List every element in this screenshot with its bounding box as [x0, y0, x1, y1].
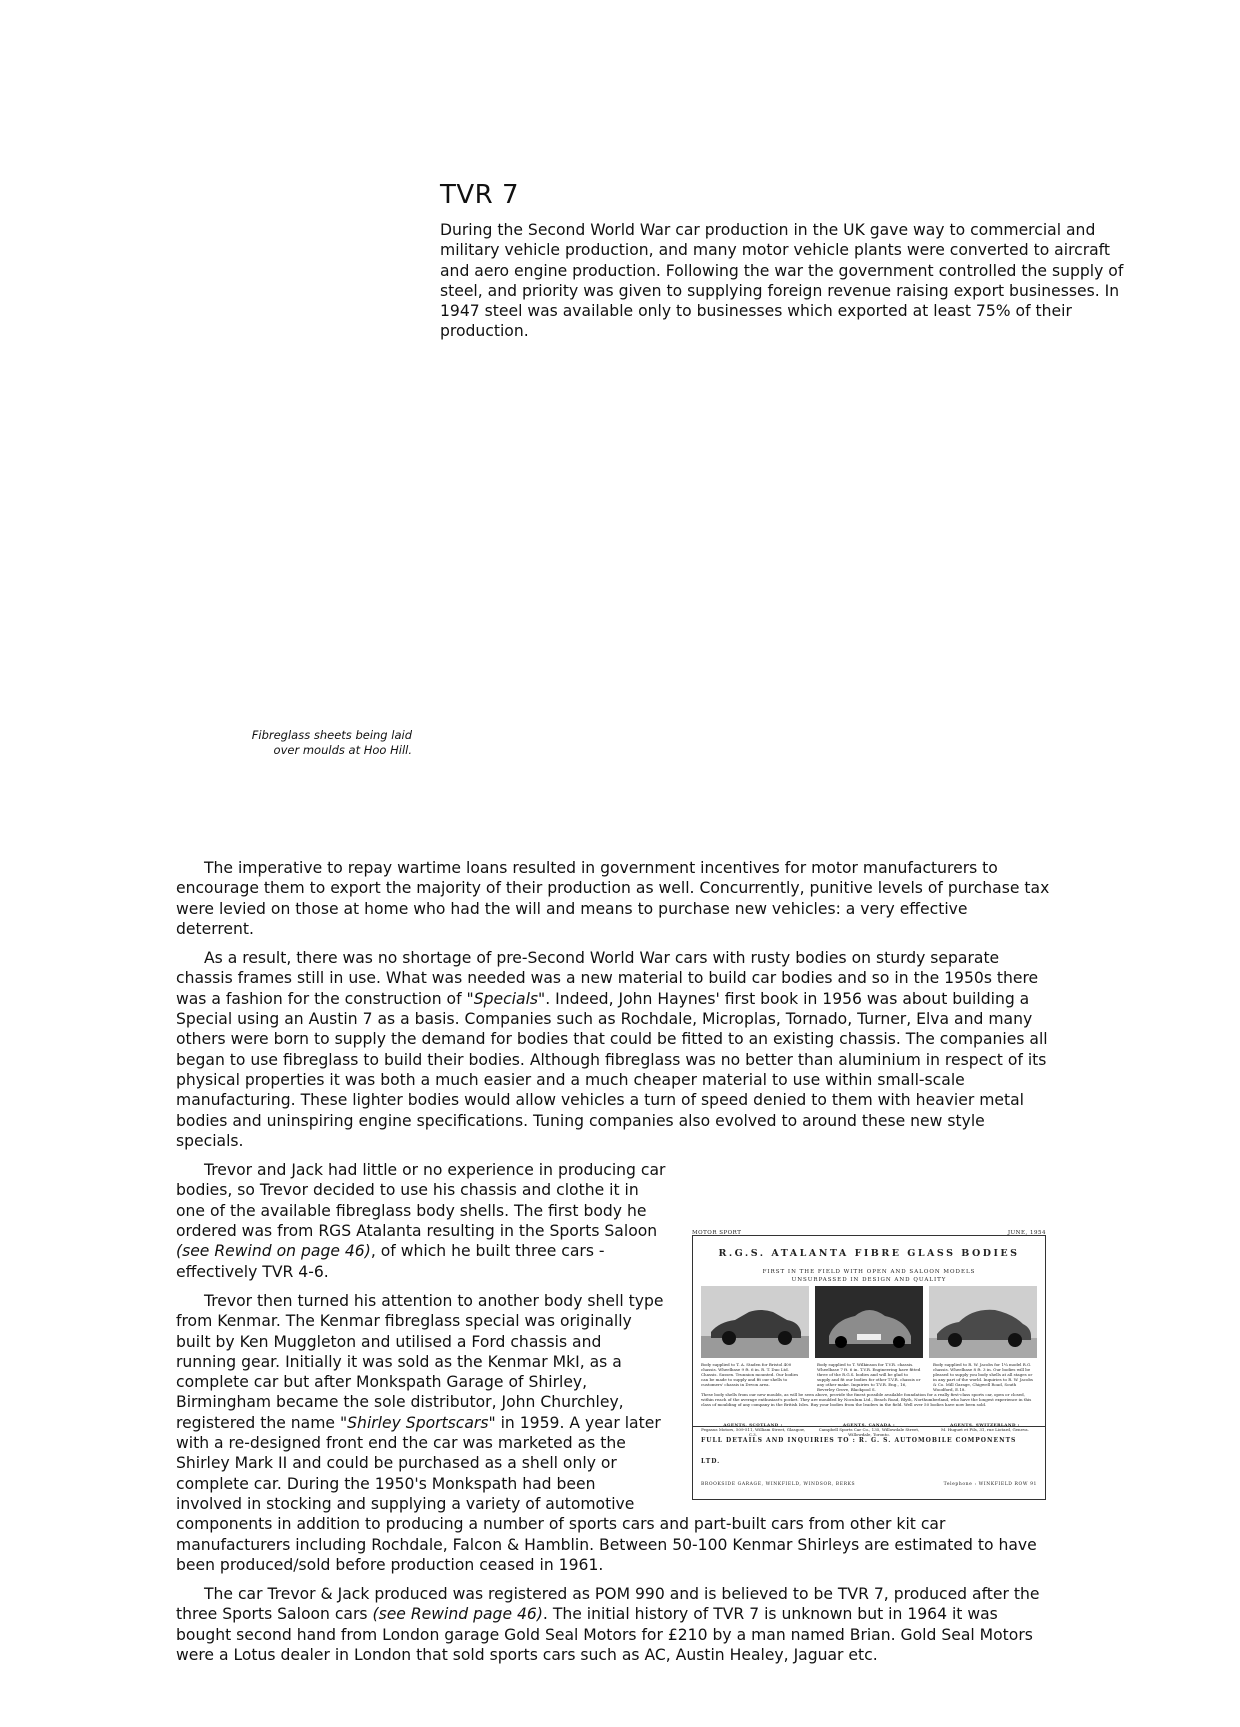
advert-frame — [692, 1235, 1046, 1500]
advert-address: BROOKSIDE GARAGE, WINKFIELD, WINDSOR, BERKS — [701, 1481, 856, 1487]
advert-photos — [701, 1286, 1037, 1358]
paragraph-2-text: As a result, there was no shortage of pre-Second World War cars with rusty bodies on sturdy separate chassis frames still in use. What was needed was a new material to build car bodies and so in the 1950s there was a fashion for the construction of — [176, 949, 1039, 1008]
advert-subtitle — [693, 1268, 1045, 1284]
paragraph-5-text: The car Trevor & Jack produced was registered as POM 990 and is believed to be TVR 7, produced after the three Sports Saloon cars — [176, 1585, 1040, 1624]
paragraph-3-emphasis: (see Rewind on page 46) — [176, 1242, 371, 1261]
paragraph-5-emphasis: (see Rewind page 46) — [372, 1605, 543, 1624]
advert-footer-line-1: FULL DETAILS AND INQUIRIES TO : R. G. S. AUTOMOBILE COMPONENTS LTD. — [701, 1437, 1017, 1465]
paragraph-5 — [176, 1584, 1050, 1665]
paragraph-3-text-end: , of which he built three cars - effectively TVR 4-6. — [176, 1242, 605, 1281]
advert-container — [682, 1223, 1050, 1500]
advert-caption-1: Body supplied to T. A. Staden for Bristol 400 chassis. Wheelbase 9 ft. 6 in. R. T. Duo Ltd. Chassis. Sussex. Trunnion mounted. Our bodies can be made to supply and fit our shells to customers' chassis in Devon area. — [701, 1362, 799, 1388]
agent-canada-heading: AGENTS, CANADA : — [842, 1422, 896, 1428]
paragraph-4-text-end: in 1959. A year later with a re-designed front end the car was marketed as the Shirley Mark II and could be purchased as a shell only or complete car. During the 1950's Monkspath had been involved in stocking and supplying a variety of automotive components in addition to producing a number of sports cars and part-built cars from other kit car manufacturers including Rochdale, Falcon & Hamblin. Between 50-100 Kenmar Shirleys are estimated to have been produced/sold before production ceased in 1961. — [176, 1413, 1037, 1574]
agent-switzerland-address: M. Huguet et Fils, 31, rue Liotard, Geneva. — [941, 1427, 1029, 1433]
advert-caption-2: Body supplied to T. Wilkinson for T.V.R. chassis. Wheelbase 7 ft. 6 in. T.V.R. Engineering have fitted three of the R.G.S. bodies and will be glad to supply and fit our bodies for other T.V.R. chassis or any other make. Inquiries to T.V.R. Eng., 16, Beverley Grove, Blackpool S. — [817, 1362, 921, 1393]
photo-caption — [160, 728, 412, 758]
car-photo-saloon-side — [929, 1286, 1037, 1358]
car-silhouette-icon — [815, 1286, 923, 1358]
advert-subtitle-line-2: UNSURPASSED IN DESIGN AND QUALITY — [791, 1277, 947, 1284]
caption-line-2: over moulds at Hoo Hill. — [273, 743, 412, 757]
car-silhouette-icon — [929, 1286, 1037, 1358]
paragraph-4-emphasis: "Shirley Sportscars" — [339, 1413, 496, 1432]
agent-switzerland-heading: AGENTS, SWITZERLAND : — [950, 1422, 1020, 1428]
advert-telephone: Telephone : WINKFIELD ROW 91 — [943, 1481, 1037, 1487]
advert-body-text: These body shells from our new moulds, as will be seen above, provide the finest possible available foundation for a really first-class sports car, open or closed, within reach of the average enthusiast's pocket. They are moulded by Noculum Ltd., Beach Road, Blyth, Northumberland, who have the longest experience in this class of moulding of any company in the British Isles. Buy your bodies from the leaders in the field. Well over 50 bodies have now been sold. — [701, 1392, 1032, 1408]
intro-paragraph: During the Second World War car production in the UK gave way to commercial and military vehicle production, and many motor vehicle plants were converted to aircraft and aero engine production. Following the war the government controlled the supply of steel, and priority was given to supplying foreign revenue raising export businesses. In 1947 steel was available only to businesses which exported at least 75% of their production. — [440, 221, 1124, 341]
paragraph-2 — [176, 948, 1050, 1151]
paragraph-2-emphasis: "Specials" — [466, 989, 546, 1008]
caption-line-1: Fibreglass sheets being laid — [251, 728, 412, 742]
paragraph-5-text-end: . The initial history of TVR 7 is unknown but in 1964 it was bought second hand from London garage Gold Seal Motors for £210 by a man named Brian. Gold Seal Motors were a Lotus dealer in London that sold sports cars such as AC, Austin Healey, Jaguar etc. — [176, 1605, 1033, 1664]
page-title: TVR 7 — [440, 180, 520, 210]
advert-footer — [693, 1426, 1045, 1499]
advert-magazine-name: MOTOR SPORT — [692, 1230, 742, 1237]
article-body — [176, 858, 1050, 1674]
paragraph-4-text: Trevor then turned his attention to another body shell type from Kenmar. The Kenmar fibreglass special was originally built by Ken Muggleton and utilised a Ford chassis and running gear. Initially it was sold as the Kenmar MkI, as a complete car but after Monkspath Garage of Shirley, Birmingham became the sole distributor, John Churchley, registered the name — [176, 1291, 664, 1432]
car-silhouette-icon — [701, 1286, 809, 1358]
advert-subtitle-line-1: FIRST IN THE FIELD WITH OPEN AND SALOON MODELS — [762, 1269, 976, 1276]
agent-scotland-address: Pegasus Motors, 509-511, William Street, Glasgow, C.3. — [701, 1427, 805, 1438]
rgs-atalanta-advert — [682, 1223, 1050, 1500]
car-photo-open-sports — [701, 1286, 809, 1358]
paragraph-3-text: Trevor and Jack had little or no experience in producing car bodies, so Trevor decided to use his chassis and clothe it in one of the available fibreglass body shells. The first body he ordered was from RGS Atalanta resulting in the Sports Saloon — [176, 1161, 666, 1241]
agent-scotland-heading: AGENTS, SCOTLAND : — [723, 1422, 783, 1428]
advert-date: JUNE, 1954 — [1007, 1230, 1046, 1237]
advert-photo-captions — [701, 1362, 1037, 1392]
advert-title: R.G.S. ATALANTA FIBRE GLASS BODIES — [718, 1248, 1020, 1260]
advert-footer-line-2 — [701, 1475, 1037, 1495]
paragraph-1: The imperative to repay wartime loans resulted in government incentives for motor manufacturers to encourage them to export the majority of their production as well. Concurrently, punitive levels of purchase tax were levied on those at home who had the will and means to purchase new vehicles: a very effective deterrent. — [176, 859, 1050, 938]
advert-caption-3: Body supplied to R. W. Jacobs for 1¼ model R.G. chassis. Wheelbase 8 ft. 3 in. Our bodies will be pleased to supply you body shells at all stages or in any part of the world. Inquiries to R. W. Jacobs & Co. Mill Garage, Chigwell Road, South Woodford, E.18. — [933, 1362, 1033, 1393]
car-photo-saloon-front — [815, 1286, 923, 1358]
paragraph-2-text-end: . Indeed, John Haynes' first book in 1956 was about building a Special using an Austin 7 as a basis. Companies such as Rochdale, Microplas, Tornado, Turner, Elva and many others were born to supply the demand for bodies that could be fitted to an existing chassis. The companies all began to use fibreglass to build their bodies. Although fibreglass was no better than aluminium in respect of its physical properties it was both a much easier and a much cheaper material to use within small-scale manufacturing. These lighter bodies would allow vehicles a turn of speed denied to them with heavier metal bodies and uninspiring engine specifications. Tuning companies also evolved to around these new style specials. — [176, 989, 1048, 1150]
agent-canada-address: Campbell Sports Car Co., 135, Willowdale Street, Willowdale, Toronto. — [818, 1427, 920, 1438]
